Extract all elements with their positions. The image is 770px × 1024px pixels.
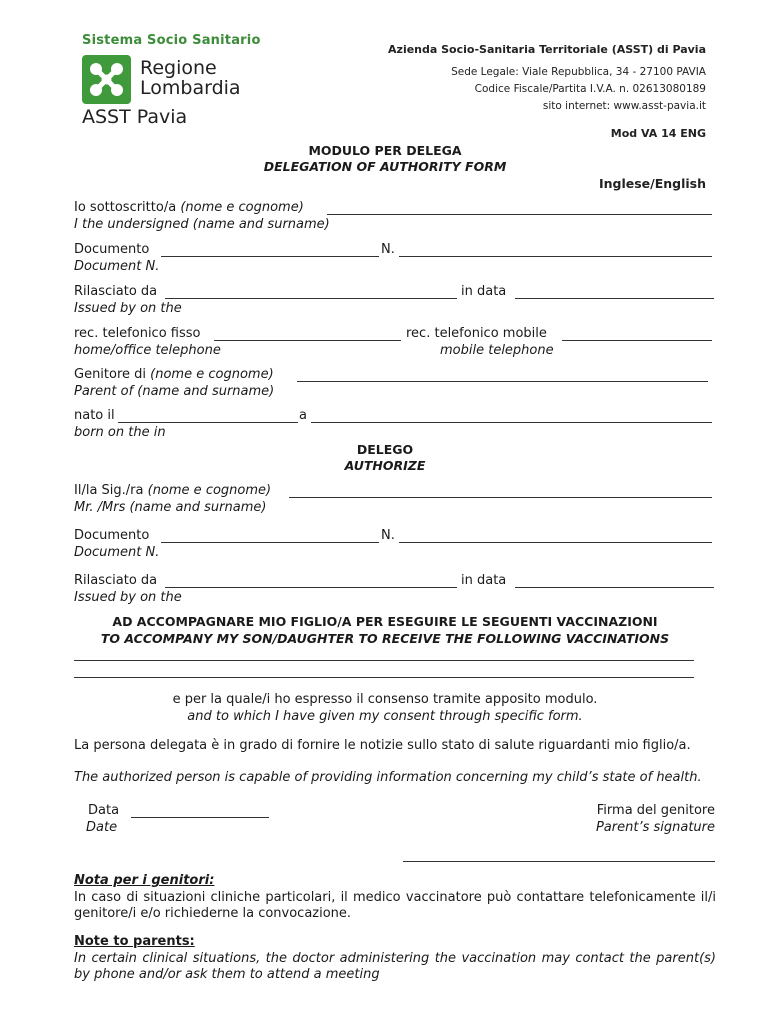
mobile-phone-field[interactable]	[562, 340, 712, 341]
delegate-heading-en: AUTHORIZE	[344, 458, 426, 473]
delegate-name-label	[74, 483, 271, 498]
home-phone-label: rec. telefonico fisso	[74, 326, 201, 341]
form-code: Mod VA 14 ENG	[610, 127, 706, 140]
brand-tagline: Sistema Socio Sanitario	[82, 33, 261, 48]
note-text-it: In caso di situazioni cliniche particolari, il medico vaccinatore può contattare telefonicamente il/i genitore/i e/o richiederne la convocazione.	[74, 890, 716, 921]
parent-of-label-en: Parent of (name and surname)	[74, 384, 275, 399]
document-label: Documento	[74, 242, 150, 257]
region-name	[140, 58, 241, 98]
regione-lombardia-logo-icon	[82, 55, 131, 104]
organization-website: sito internet: www.asst-pavia.it	[542, 100, 706, 112]
birth-date-field[interactable]	[118, 422, 298, 423]
organization-address: Sede Legale: Viale Repubblica, 34 - 27100 PAVIA	[451, 66, 706, 78]
parent-signature-field[interactable]	[403, 861, 715, 862]
delegate-name-label-it: Il/la Sig./ra	[74, 483, 144, 498]
region-line-2: Lombardia	[140, 77, 241, 99]
document-number-field[interactable]	[399, 256, 712, 257]
issued-by-label: Rilasciato da	[74, 284, 158, 299]
undersigned-label-en: I the undersigned (name and surname)	[74, 217, 330, 232]
issued-by-field[interactable]	[165, 298, 457, 299]
accompany-heading-it: AD ACCOMPAGNARE MIO FIGLIO/A PER ESEGUIRE LE SEGUENTI VACCINAZIONI	[112, 614, 658, 629]
undersigned-label	[74, 200, 304, 215]
born-in-label: a	[299, 408, 307, 423]
organization-tax-id: Codice Fiscale/Partita I.V.A. n. 02613080189	[474, 83, 706, 95]
note-title-it: Nota per i genitori:	[74, 873, 215, 888]
asst-name: ASST Pavia	[82, 106, 188, 128]
delegate-document-type-field[interactable]	[161, 542, 379, 543]
undersigned-label-it: Io sottoscritto/a	[74, 200, 177, 215]
vaccinations-field-line-2[interactable]	[74, 677, 694, 678]
birth-place-field[interactable]	[311, 422, 712, 423]
delegate-name-label-hint: (nome e cognome)	[147, 483, 272, 498]
form-title-it: MODULO PER DELEGA	[308, 143, 462, 158]
delegate-issued-date-field[interactable]	[515, 587, 714, 588]
statement-text-it: La persona delegata è in grado di fornire le notizie sullo stato di salute riguardanti mio figlio/a.	[74, 738, 691, 753]
document-type-field[interactable]	[161, 256, 379, 257]
delegate-document-number-field[interactable]	[399, 542, 712, 543]
born-label-en: born on the in	[74, 425, 166, 440]
undersigned-name-field[interactable]	[327, 214, 712, 215]
accompany-heading-en: TO ACCOMPANY MY SON/DAUGHTER TO RECEIVE THE FOLLOWING VACCINATIONS	[100, 631, 670, 646]
home-phone-field[interactable]	[214, 340, 401, 341]
delegate-name-label-en: Mr. /Mrs (name and surname)	[74, 500, 267, 515]
home-phone-label-en: home/office telephone	[74, 343, 221, 358]
parent-of-label-hint: (nome e cognome)	[150, 367, 274, 382]
undersigned-label-hint: (nome e cognome)	[180, 200, 304, 215]
issued-date-label: in data	[461, 284, 507, 299]
organization-name: Azienda Socio-Sanitaria Territoriale (ASST) di Pavia	[388, 43, 706, 56]
delegate-issued-by-field[interactable]	[165, 587, 457, 588]
parent-signature-label-en: Parent’s signature	[595, 820, 715, 835]
born-on-label: nato il	[74, 408, 115, 423]
document-label-en: Document N.	[74, 259, 160, 274]
delegate-document-label: Documento	[74, 528, 150, 543]
date-label-en: Date	[86, 820, 118, 835]
date-label: Data	[88, 803, 120, 818]
delegate-document-number-label: N.	[381, 528, 395, 543]
note-title-en: Note to parents:	[74, 934, 195, 949]
region-line-1: Regione	[140, 57, 217, 79]
form-title-en: DELEGATION OF AUTHORITY FORM	[263, 159, 507, 174]
date-field[interactable]	[131, 817, 269, 818]
vaccinations-field-line-1[interactable]	[74, 660, 694, 661]
delegate-document-label-en: Document N.	[74, 545, 160, 560]
delegate-issued-by-label: Rilasciato da	[74, 573, 158, 588]
form-language: Inglese/English	[598, 176, 706, 191]
delegate-issued-date-label: in data	[461, 573, 507, 588]
mobile-phone-label: rec. telefonico mobile	[406, 326, 547, 341]
issued-label-en: Issued by on the	[74, 301, 182, 316]
issued-date-field[interactable]	[515, 298, 714, 299]
consent-text-en: and to which I have given my consent through specific form.	[187, 709, 583, 724]
document-number-label: N.	[381, 242, 395, 257]
statement-text-en: The authorized person is capable of providing information concerning my child’s state of health.	[74, 770, 702, 785]
parent-of-label-it: Genitore di	[74, 367, 147, 382]
parent-signature-label: Firma del genitore	[596, 803, 715, 818]
note-text-en: In certain clinical situations, the doctor administering the vaccination may contact the parent(s) by phone and/or ask them to attend a meeting	[74, 951, 716, 982]
delegate-issued-label-en: Issued by on the	[74, 590, 182, 605]
mobile-phone-label-en: mobile telephone	[440, 343, 554, 358]
child-name-field[interactable]	[297, 381, 708, 382]
delegate-name-field[interactable]	[289, 497, 712, 498]
consent-text-it: e per la quale/i ho espresso il consenso tramite apposito modulo.	[172, 692, 598, 707]
parent-of-label	[74, 367, 274, 382]
delegate-heading-it: DELEGO	[356, 442, 414, 457]
